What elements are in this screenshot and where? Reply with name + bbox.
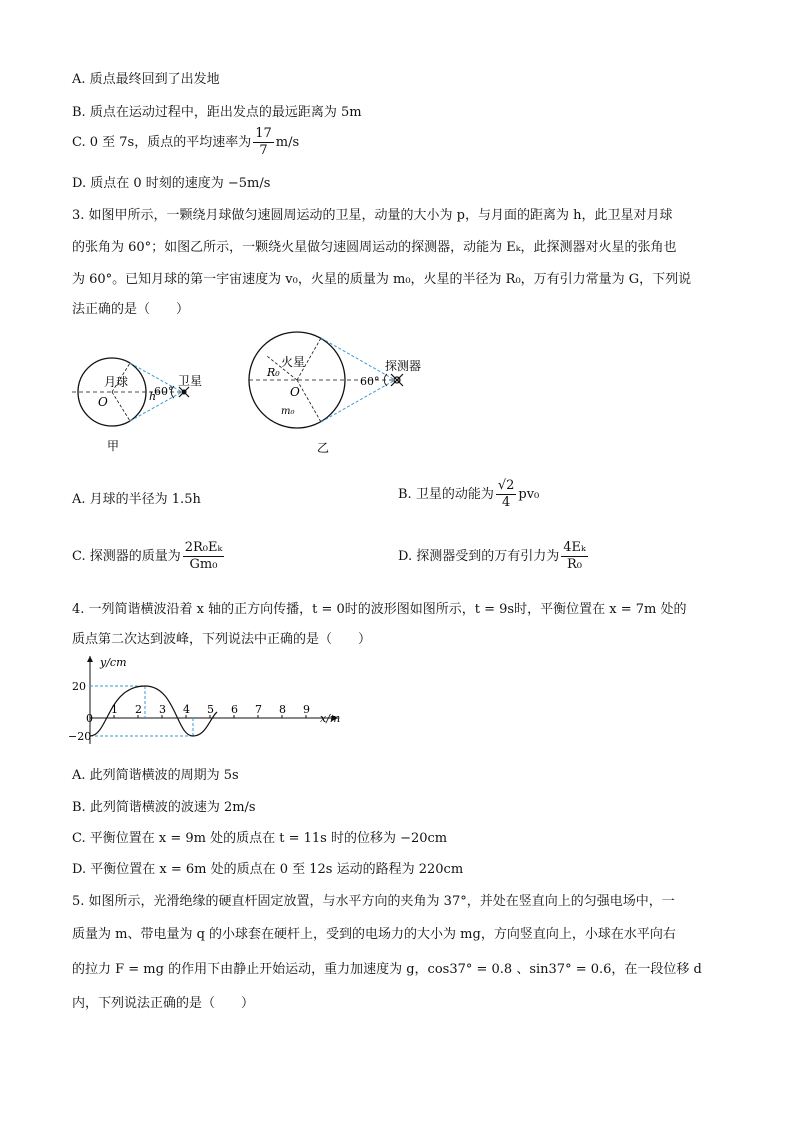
q2-option-c (72, 126, 299, 159)
m0-label: m₀ (281, 406, 295, 417)
q3-stem-line-1: 3. 如图甲所示，一颗绕月球做匀速圆周运动的卫星，动量的大小为 p，与月面的距离为 h，此卫星对月球 (72, 208, 673, 223)
q4-stem-line-1: 4. 一列简谐横波沿着 x 轴的正方向传播，t = 0时的波形图如图所示，t = 9s时，平衡位置在 x = 7m 处的 (72, 602, 687, 617)
origin-label: 0 (86, 712, 93, 725)
fraction-denominator: 7 (259, 143, 268, 158)
fraction-denominator: Gm₀ (189, 557, 218, 572)
fraction-numerator: 2R₀Eₖ (184, 540, 223, 555)
x-tick-label: 1 (111, 703, 118, 716)
q5-stem-line-1: 5. 如图所示，光滑绝缘的硬直杆固定放置，与水平方向的夹角为 37°，并处在竖直向上的匀强电场中，一 (72, 894, 675, 909)
center-o-label: O (290, 385, 300, 399)
x-tick-label: 6 (231, 703, 238, 716)
y-tick-neg: −20 (68, 730, 92, 743)
q3-option-d-fraction (561, 540, 588, 573)
figure-caption-jia: 甲 (107, 439, 120, 453)
moon-label: 月球 (104, 375, 129, 389)
q4-option-c: C. 平衡位置在 x = 9m 处的质点在 t = 11s 时的位移为 −20cm (72, 831, 448, 846)
q2-option-c-prefix: C. 0 至 7s，质点的平均速率为 (72, 135, 252, 150)
q4-option-b: B. 此列简谐横波的波速为 2m/s (72, 800, 256, 815)
q5-stem-line-2: 质量为 m、带电量为 q 的小球套在硬杆上，受到的电场力的大小为 mg，方向竖直向上，小球在水平向右 (72, 927, 676, 942)
x-tick-label: 8 (279, 703, 286, 716)
q3-option-d (398, 540, 590, 573)
angle-label: 60° (360, 375, 380, 388)
center-o-label: O (98, 395, 108, 409)
q5-stem-line-4: 内，下列说法正确的是（ ） (72, 996, 255, 1011)
x-tick-label: 4 (183, 703, 190, 716)
q2-option-b: B. 质点在运动过程中，距出发点的最远距离为 5m (72, 105, 362, 120)
x-tick-label: 3 (159, 703, 166, 716)
q3-option-b-suffix: pv₀ (518, 487, 540, 502)
q3-stem-line-3: 为 60°。已知月球的第一宇宙速度为 v₀，火星的质量为 m₀，火星的半径为 R₀，万有引力常量为 G，下列说 (72, 272, 692, 287)
fraction-denominator: 4 (501, 495, 511, 510)
r0-label: R₀ (267, 366, 280, 379)
q3-option-b (398, 478, 539, 511)
q4-stem-line-2: 质点第二次达到波峰，下列说法中正确的是（ ） (72, 632, 372, 647)
y-tick-pos: 20 (72, 680, 86, 693)
wave-graph (68, 652, 358, 752)
x-tick-label: 5 (207, 703, 214, 716)
q2-option-d: D. 质点在 0 时刻的速度为 −5m/s (72, 176, 271, 191)
q3-option-c-prefix: C. 探测器的质量为 (72, 549, 181, 564)
fraction-numerator: 4Eₖ (563, 540, 586, 555)
h-label: h (149, 390, 157, 403)
q4-option-d: D. 平衡位置在 x = 6m 处的质点在 0 至 12s 运动的路程为 220cm (72, 862, 464, 877)
fraction-denominator: R₀ (566, 557, 582, 572)
q2-option-a: A. 质点最终回到了出发地 (72, 72, 220, 87)
q5-stem-line-3: 的拉力 F = mg 的作用下由静止开始运动，重力加速度为 g，cos37° = 0.8 、sin37° = 0.6，在一段位移 d (72, 962, 702, 977)
q3-stem-line-2: 的张角为 60°；如图乙所示，一颗绕火星做匀速圆周运动的探测器，动能为 Eₖ，此探测器对火星的张角也 (72, 240, 677, 255)
fraction-numerator: √2 (497, 478, 515, 493)
figure-yi-mars-probe (245, 330, 435, 458)
x-tick-label: 9 (303, 703, 310, 716)
radius-lower (112, 392, 130, 421)
q3-option-b-prefix: B. 卫星的动能为 (398, 487, 494, 502)
q3-option-c (72, 540, 226, 573)
x-ticks (111, 703, 310, 718)
waveform-curve (90, 686, 217, 736)
q4-option-a: A. 此列简谐横波的周期为 5s (72, 768, 239, 783)
y-axis-label: y/cm (100, 656, 127, 669)
figure-jia-moon-satellite (70, 348, 220, 458)
fraction-numerator: 17 (255, 126, 272, 141)
x-tick-label: 2 (135, 703, 142, 716)
tangent-upper (321, 338, 395, 380)
q3-option-c-fraction (183, 540, 225, 573)
angle-label: 60° (154, 385, 174, 398)
q3-option-d-prefix: D. 探测器受到的万有引力为 (398, 549, 560, 564)
q2-option-c-unit: m/s (275, 135, 300, 150)
probe-label: 探测器 (385, 359, 422, 373)
mars-label: 火星 (281, 355, 306, 369)
q3-option-b-fraction (496, 478, 517, 511)
figure-caption-yi: 乙 (317, 441, 330, 455)
q3-option-a: A. 月球的半径为 1.5h (72, 492, 201, 507)
x-tick-label: 7 (255, 703, 262, 716)
tangent-lower (321, 380, 395, 422)
y-axis-arrow (87, 656, 93, 662)
satellite-label: 卫星 (178, 374, 203, 388)
q3-stem-line-4: 法正确的是（ ） (72, 302, 190, 317)
x-axis-label: x/m (320, 712, 341, 725)
radius-lower (297, 380, 321, 422)
q2-option-c-fraction (253, 126, 274, 159)
